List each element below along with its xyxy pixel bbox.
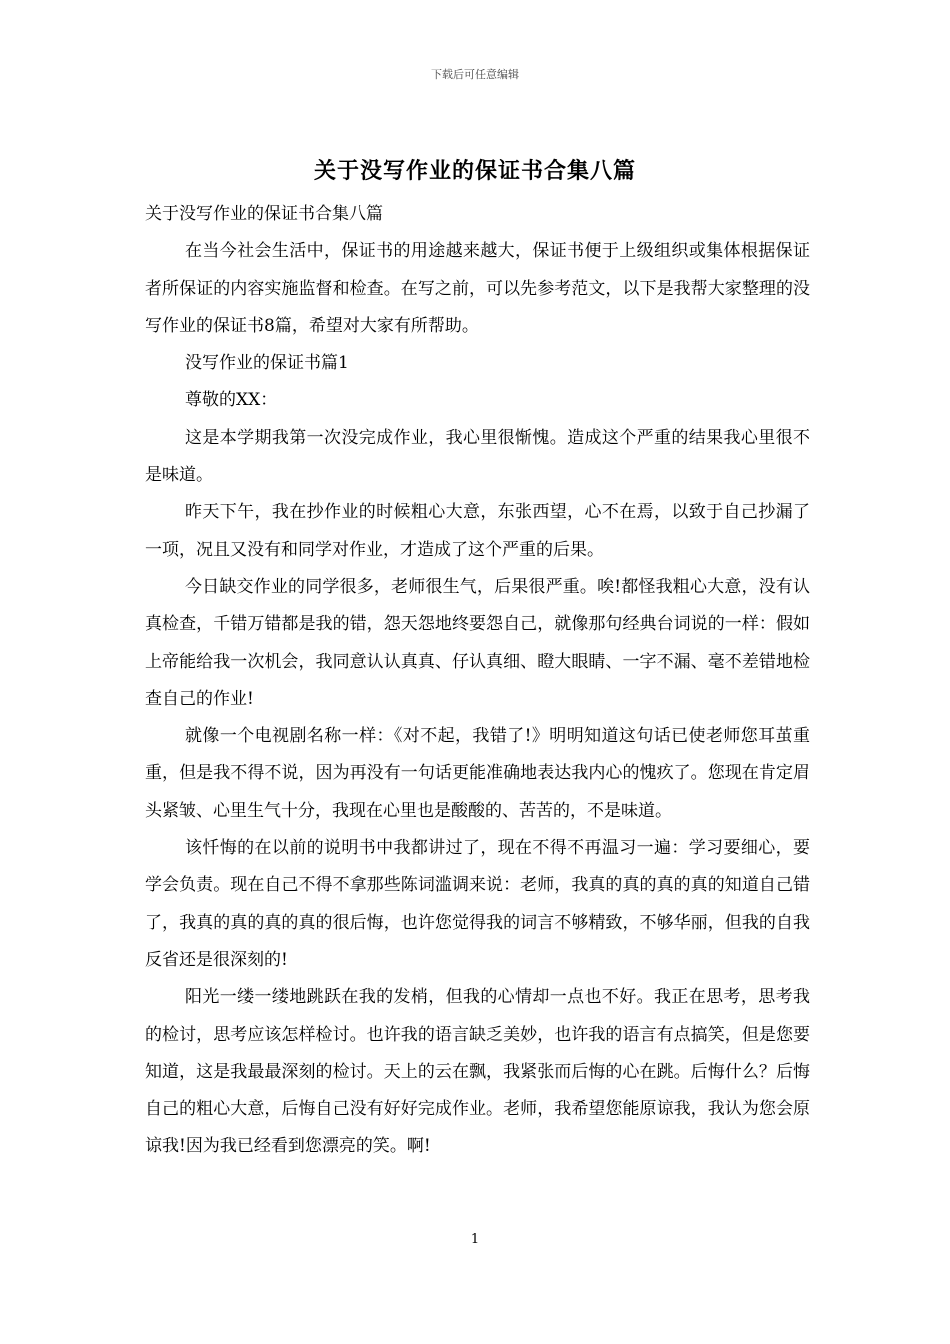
- intro-paragraph: 在当今社会生活中，保证书的用途越来越大，保证书便于上级组织或集体根据保证者所保证的内容实施监督和检查。在写之前，可以先参考范文，以下是我帮大家整理的没写作业的保证书8篇，希望对大家有所帮助。: [145, 241, 810, 336]
- document-body: [145, 196, 810, 1166]
- body-paragraph: 这是本学期我第一次没完成作业，我心里很惭愧。造成这个严重的结果我心里很不是味道。: [145, 427, 810, 486]
- body-paragraph: 昨天下午，我在抄作业的时候粗心大意，东张西望，心不在焉，以致于自己抄漏了一项，况且又没有和同学对作业，才造成了这个严重的后果。: [145, 502, 810, 560]
- document-title: 关于没写作业的保证书合集八篇: [313, 158, 636, 184]
- page-number: 1: [470, 1232, 480, 1247]
- body-paragraph: 该忏悔的在以前的说明书中我都讲过了，现在不得不再温习一遍：学习要细心，要学会负责。现在自己不得不拿那些陈词滥调来说：老师，我真的真的真的真的知道自己错了，我真的真的真的真的很后悔，也许您觉得我的词言不够精致，不够华丽，但我的自我反省还是很深刻的!: [145, 838, 810, 970]
- section-heading: 没写作业的保证书篇1: [185, 353, 349, 374]
- subtitle-paragraph: 关于没写作业的保证书合集八篇: [145, 204, 383, 224]
- body-paragraph: 就像一个电视剧名称一样：《对不起，我错了!》明明知道这句话已使老师您耳茧重重，但是我不得不说，因为再没有一句话更能准确地表达我内心的愧疚了。您现在肯定眉头紧皱、心里生气十分，我现在心里也是酸酸的、苦苦的，不是味道。: [145, 726, 810, 821]
- body-paragraph: 阳光一缕一缕地跳跃在我的发梢，但我的心情却一点也不好。我正在思考，思考我的检讨，思考应该怎样检讨。也许我的语言缺乏美妙，也许我的语言有点搞笑，但是您要知道，这是我最最深刻的检讨。天上的云在飘，我紧张而后悔的心在跳。后悔什么？后悔自己的粗心大意，后悔自己没有好好完成作业。老师，我希望您能原谅我，我认为您会原谅我!因为我已经看到您漂亮的笑。啊!: [145, 987, 810, 1157]
- body-paragraph: 今日缺交作业的同学很多，老师很生气，后果很严重。唉!都怪我粗心大意，没有认真检查，千错万错都是我的错，怨天怨地终要怨自己，就像那句经典台词说的一样：假如上帝能给我一次机会，我同意认认真真、仔认真细、瞪大眼睛、一字不漏、毫不差错地检查自己的作业!: [145, 576, 810, 709]
- salutation: 尊敬的XX：: [185, 390, 278, 411]
- header-note: 下载后可任意编辑: [431, 68, 519, 81]
